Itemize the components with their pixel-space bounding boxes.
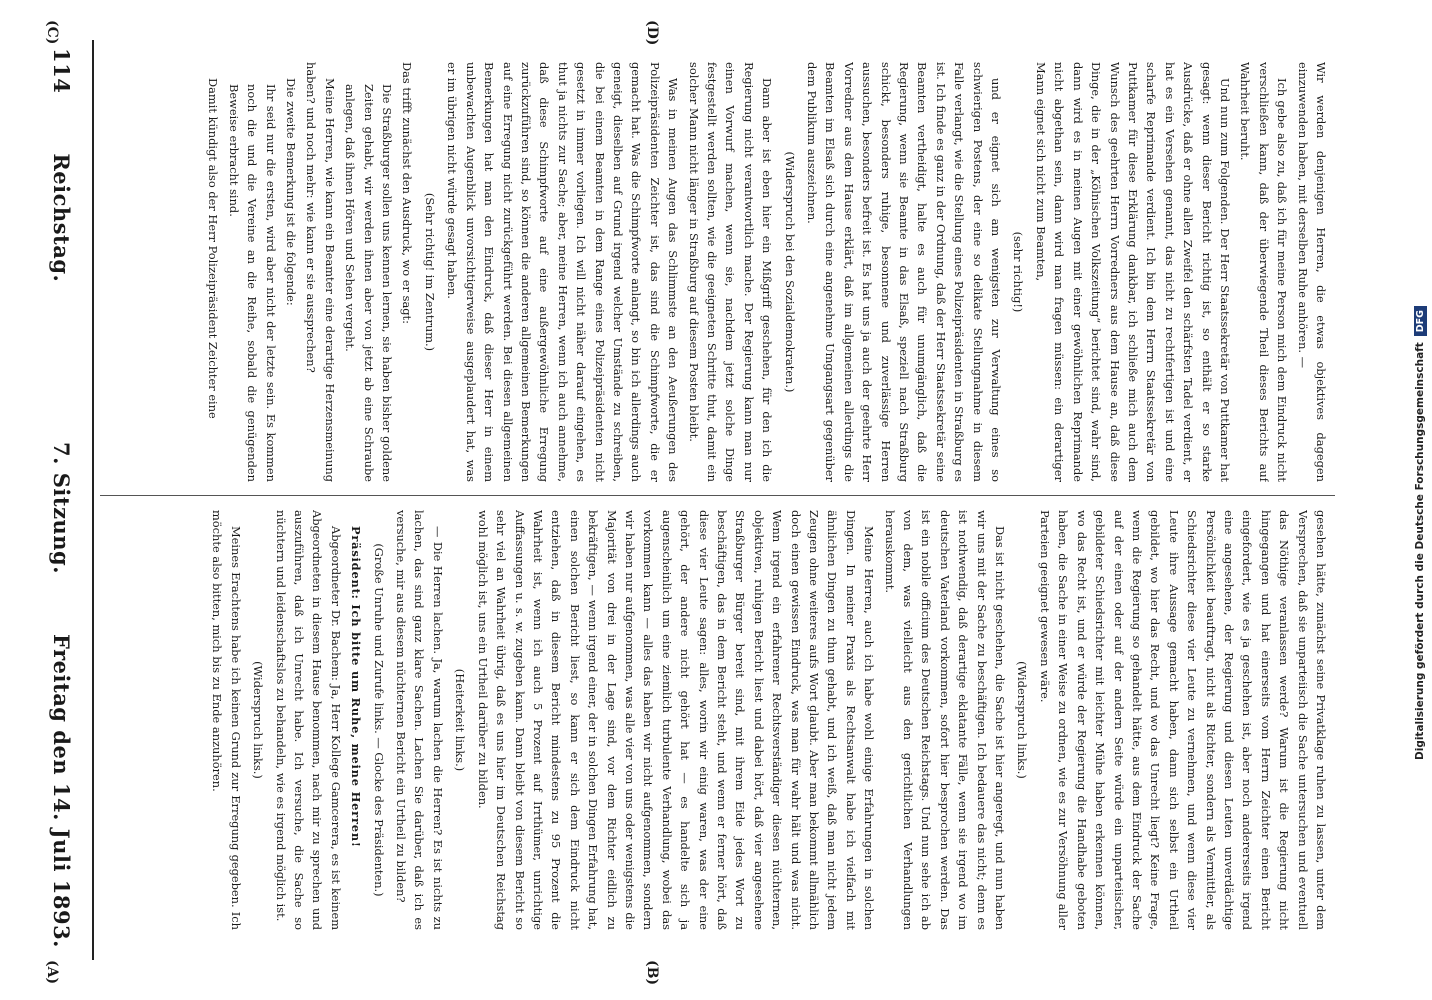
rotated-scanned-page (10, 0, 1390, 1000)
interjection: (Widerspruch links.) (1015, 661, 1030, 779)
paragraph: Das trifft zunächst den Ausdruck, wo er sagt: (400, 62, 415, 324)
interjection: (Große Unruhe und Zurufe links. — Glocke des Präsidenten.) (371, 543, 386, 897)
paragraph: — Die Herren lachen. Ja, warum lachen die Herren? Es ist nichts zu lachen, das sind ganz klare Sachen. Lachen Sie darüber, daß ich es versuche, mir aus diesem nüchternen Bericht ein Urtheil zu bilden? (394, 510, 445, 930)
margin-marker-c: (C) (44, 20, 60, 45)
paragraph: Meine Herren, wie kann ein Beamter eine derartige Herzensmeinung haben? und noch mehr: wie kann er sie aussprechen? (304, 62, 337, 482)
paragraph: Dann aber ist eben hier ein Mißgriff geschehen, für den ich die Regierung nicht verantwortlich mache. Der Regierung kann man nur einen Vorwurf machen, wenn sie, nachdem jetzt solche Dinge festgestellt werden sollten, wie die geeigneten Schritte thut, damit ein solcher Mann nicht länger in Straßburg auf diesem Posten bleibt. (686, 62, 775, 482)
paragraph: und er eignet sich am wenigsten zur Verwaltung eines so schwierigen Postens, der eine so delikate Stellungnahme in diesem Falle verlangt, wie die Stellung eines Polizeipräsidenten in Straßburg es ist. Ich finde es ganz in der Ordnung, daß der Herr Staatssekretär seine Beamten vertheidigt, halte es auch für unumgänglich, daß die Regierung, wenn sie Beamte in das Elsaß, speziell nach Straßburg schickt, besonders ruhige, besonnene und zuverlässige Herren aussuchen, besonders befreit ist. Es hat uns ja auch der geehrte Herr Vorredner aus dem Hause erklärt, daß im allgemeinen allerdings die Beamten im Elsaß sich durch eine angenehme Umgangsart gegenüber dem Publikum auszeichnen. (805, 62, 1004, 482)
column-divider (100, 495, 1335, 496)
margin-marker-b: (B) (644, 960, 660, 986)
quoted-statement: Ihr seid nur die ersten, wird aber nicht der letzte sein. Es kommen noch die und die Vereine an die Reihe, sobald die genügenden Beweise erbracht sind. (226, 84, 278, 482)
interjection: (Sehr richtig! im Zentrum.) (422, 192, 437, 352)
paragraph: Damit kündigt also der Herr Polizeipräsident Zeichter eine (206, 78, 221, 419)
margin-marker-a: (A) (44, 960, 60, 985)
paragraph: Und nun zum Folgenden. Der Herr Staatssekretär von Puttkamer hat gesagt: wenn dieser Bericht richtig ist, so enthält er so starke Ausdrücke, daß er ohne allen Zweifel den schärfsten Tadel verdient, er hat es ein Versehen genannt, das nicht zu rechtfertigen ist und eine scharfe Reprimande verdient. Ich bin dem Herrn Staatssekretär von Puttkamer für diese Erklärung dankbar, ich schließe mich auch dem Wunsch des geehrten Herrn Vorredners aus dem Hause an, daß diese Dinge, die in der „Kölnischen Volkszeitung“ berichtet sind, wahr sind, dann wird es in meinen Augen mit einer gewöhnlichen Reprimande nicht abgethan sein, dann wird man fragen müssen: ein derartiger Mann eignet sich nicht zum Beamten, (1033, 62, 1232, 482)
page-header (42, 48, 82, 948)
header-date: Freitag den 14. Juli 1893. (49, 634, 75, 948)
paragraph: Ich gebe also zu, daß ich für meine Person mich dem Eindruck nicht verschließen kann, daß der überwiegende Theil dieses Berichts auf Wahrheit beruht. (1238, 62, 1290, 482)
paragraph: Meine Herren, auch ich habe wohl einige Erfahrungen in solchen Dingen. In meiner Praxis als Rechtsanwalt habe ich vielfach mit ähnlichen Dingen zu thun gehabt, und ich weiß, daß man nicht jedem Zeugen ohne weiteres aufs Wort glaubt. Aber man bekommt allmählich doch einen gewissen Eindruck, was man für wahr hält und was nicht. Wenn irgend ein erfahrener Rechtsverständiger diesen nüchternen, objektiven, ruhigen Bericht liest und dabei hört, daß vier angesehene Straßburger Bürger bereit sind, mit ihrem Eide jedes Wort zu beschäftigen, das in dem Bericht steht, und wenn er ferner hört, daß diese vier Leute sagen: alles, worin wir einig waren, was der eine gehört, der andere nicht gehört hat — es handelte sich ja augenscheinlich um eine ziemlich turbulente Verhandlung, wobei das vorkommen kann — alles das haben wir nicht aufgenommen, sondern wir haben nur aufgenommen, was alle vier von uns oder wenigstens die Majorität von drei in der Lage sind, vor dem Richter eidlich zu bekräftigen, — wenn irgend einer, der in solchen Dingen Erfahrung hat, einen solchen Bericht liest, so kann er sich dem Eindruck nicht entziehen, daß in diesem Bericht mindestens zu 95 Prozent die Wahrheit ist, wenn ich auch 5 Prozent auf Irrthümer, unrichtige Auffassungen u. s. w. zugeben kann. Dann bleibt von diesem Bericht so sehr viel an Wahrheit übrig, daß es uns hier im Deutschen Reichstag wohl möglich ist, uns ein Urtheil darüber zu bilden. (475, 510, 877, 930)
interjection: (Heiterkeit links.) (453, 668, 468, 772)
header-title: Reichstag. (49, 153, 75, 283)
paragraph: Was in meinen Augen das Schlimmste an den Aeußerungen des Polizeipräsidenten Zeichter ist, das sind die Schimpfworte, die er gemacht hat. Was die Schimpfworte anlangt, so bin ich allerdings auch geneigt, dieselben auf Grund irgend welcher Umstände zu schreiben, die bei einem Beamten in dem Range eines Polizeipräsidenten nicht gesetzt in immer vorliegen. Ich will nicht näher darauf eingehen, es thut ja nichts zur Sache; aber, meine Herren, wenn ich auch annehme, daß diese Schimpfworte auf eine außergewöhnliche Erregung zurückzuführen sind, so können die anderen allgemeinen Bemerkungen auf eine Erregung nicht zurückgeführt werden. Bei diesen allgemeinen Bemerkungen hat man den Eindruck, daß dieser Herr in einem unbewachten Augenblick unvorsichtigerweise ausgeplaudert hat, was er im übrigen nicht würde gesagt haben. (445, 62, 681, 482)
margin-marker-d: (D) (644, 20, 660, 46)
left-text-column (105, 510, 1330, 930)
interjection: (Widerspruch bei den Sozialdemokraten.) (782, 151, 797, 393)
header-session: 7. Sitzung. (49, 442, 75, 575)
dfg-logo: DFG (1414, 306, 1427, 336)
right-text-column (105, 62, 1330, 482)
paragraph: Abgeordneter Dr. Bachem: Ja, Herr Kollege Gamcerera, es ist keinem Abgeordneten in diesem Hause benommen, nach mir zu sprechen und auszuführen, daß ich Unrecht habe. Ich versuche, die Sache so nüchtern und leidenschaftslos zu behandeln, wie es irgend möglich ist. (273, 510, 343, 930)
interjection: (sehr richtig!) (1011, 231, 1026, 313)
speaker-line: Präsident: Ich bitte um Ruhe, meine Herren! (349, 526, 364, 848)
paragraph: gesehen hätte, zunächst seine Privatklage ruhen zu lassen, unter dem Versprechen, daß sie unparteiisch die Sache untersuchen und eventuell das Nöthige veranlassen werde? Warum ist die Regierung nicht hingegangen und hat einerseits vom Herrn Zeichter einen Bericht eingefordert, wie es ja geschehen ist, aber noch andererseits irgend eine angesehene, der Regierung und diesen Leuten unverdächtige Persönlichkeit beauftragt, nicht als Richter, sondern als Vermittler, als Schiedsrichter diese vier Leute zu vernehmen, und wenn diese vier Leute ihre Aussage gemacht haben, dann sich selbst ein Urtheil gebildet, wo hier das Recht, und wo das Unrecht liegt? Keine Frage, wenn die Regierung so gehandelt hätte, aus dem Eindruck der Sache auf der einen oder auf der andern Seite würde ein unparteiischer, gebildeter Schiedsrichter mit leichter Mühe haben erkennen können, wo das Recht ist, und er würde der Regierung die Handhabe geboten haben, die Sache in einer Weise zu ordnen, wie es zur Versöhnung aller Parteien geeignet gewesen wäre. (1037, 510, 1328, 930)
interjection: (Widerspruch links.) (251, 661, 266, 779)
paragraph: Das ist nicht geschehen, die Sache ist hier angeregt, und nun haben wir uns mit der Sache zu beschäftigen. Ich bedauere das nicht; denn es ist nothwendig, daß derartige eklatante Fälle, wenn sie irgend wo im deutschen Vaterland vorkommen, sofort hier besprochen werden. Das ist ein nobile officium des Deutschen Reichstags. Und nun sehe ich ab von dem, was vielleicht aus den gerichtlichen Verhandlungen herauskommt. (882, 510, 1008, 930)
funding-notice-text: Digitalisierung gefördert durch die Deutsche Forschungsgemeinschaft (1414, 342, 1426, 760)
paragraph: Die zweite Bemerkung ist die folgende: (284, 78, 299, 306)
paragraph: Wir werden denjenigen Herren, die etwas objektives dagegen einzuwenden haben, mit derselben Ruhe anhören. — (1295, 62, 1328, 482)
funding-notice-strip (1408, 0, 1432, 1000)
header-rule (92, 40, 94, 960)
paragraph: Meines Erachtens habe ich keinen Grund zur Erregung gegeben. Ich möchte also bitten, mich bis zu Ende anzuhören. (210, 510, 243, 930)
quoted-statement: Die Straßburger sollen uns kennen lernen, sie haben bisher goldene Zeiten gehabt, wir werden ihnen aber von jetzt ab eine Schraube anlegen, daß ihnen Hören und Sehen vergeht. (343, 84, 395, 482)
page-number: 114 (49, 48, 75, 94)
